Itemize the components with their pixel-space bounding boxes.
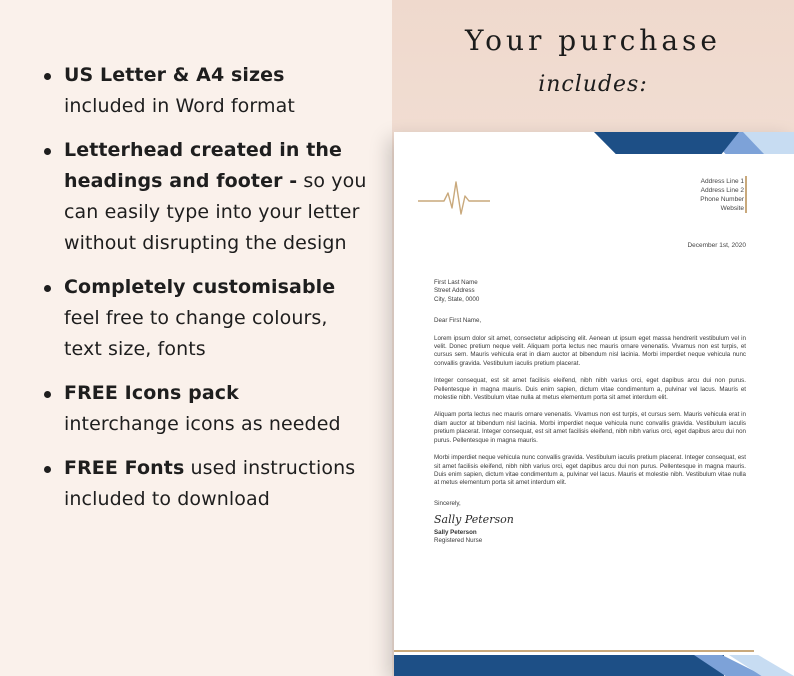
feature-icons-title: FREE Icons pack [64, 382, 239, 404]
address-line-1: Address Line 1 [700, 178, 744, 185]
signer-title: Registered Nurse [434, 536, 483, 544]
feature-icons [40, 378, 380, 440]
feature-letterhead-title-1: Letterhead created in the [64, 139, 343, 161]
feature-letterhead [40, 135, 380, 259]
feature-customisable-desc-1: feel free to change colours, [64, 307, 328, 329]
feature-sizes [40, 60, 380, 122]
recipient-city: City, State, 0000 [434, 295, 480, 303]
feature-fonts-desc: included to download [64, 488, 270, 510]
feature-letterhead-desc-2: without disrupting the design [64, 232, 347, 254]
feature-letterhead-title-2: headings and footer - [64, 170, 298, 192]
feature-icons-desc: interchange icons as needed [64, 413, 341, 435]
feature-fonts [40, 453, 380, 515]
feature-fonts-tail: used instructions [184, 457, 356, 479]
feature-list [40, 60, 380, 528]
address-line-2: Address Line 2 [700, 187, 744, 194]
website: Website [720, 205, 744, 212]
feature-customisable-desc-2: text size, fonts [64, 338, 206, 360]
signer-name: Sally Peterson [434, 528, 477, 536]
signoff: Sincerely, [434, 499, 461, 507]
paragraph-3: Aliquam porta lectus nec mauris ornare venenatis. Vivamus non est turpis, et cursus sem. Mauris vehicula erat in diam auctor at bibendum nisl lacinia. Morbi imperdiet neque vehicula nunc convallis gravida. Vestibulum iaculis pretium placerat. Integer consequat, est sit amet facilisis eleifend, nibh nibh varius orci, eget dapibus arcu dui non purus. Pellentesque in magna mauris. [434, 411, 746, 444]
recipient-name: First Last Name [434, 279, 478, 286]
recipient-street: Street Address [434, 287, 475, 295]
purchase-title: Your purchase [465, 24, 721, 57]
signature: Sally Peterson [434, 513, 514, 527]
address-divider [745, 176, 747, 213]
top-stripe-dark [594, 132, 739, 154]
phone-number: Phone Number [700, 196, 744, 203]
feature-fonts-title: FREE Fonts [64, 457, 185, 479]
paragraph-4: Morbi imperdiet neque vehicula nunc convallis gravida. Vestibulum iaculis pretium placerat. Integer consequat, est sit amet facilisis eleifend, nibh nibh varius orci, eget dapibus arcu dui non purus. Pellentesque in magna mauris. Duis enim sapien, dictum vitae condimentum a, pulvinar vel lacus. Mauris et molestie nibh. Vestibulum vitae nulla at metus elementum porta sit amet interdum elit. [434, 454, 746, 487]
paragraph-2: Integer consequat, est sit amet facilisis eleifend, nibh nibh varius orci, eget dapibus arcu dui non purus. Pellentesque in magna mauris. Duis enim sapien, dictum vitae condimentum a, pulvinar vel lacus. Mauris et molestie nibh. Vestibulum vitae nulla at metus elementum porta sit amet interdum elit. [434, 377, 746, 402]
recipient-block [434, 279, 746, 304]
letter-date: December 1st, 2020 [687, 242, 746, 249]
letterhead-preview [394, 132, 794, 676]
feature-customisable [40, 272, 380, 365]
feature-letterhead-desc-1: can easily type into your letter [64, 201, 360, 223]
address-block [700, 177, 744, 213]
greeting: Dear First Name, [434, 317, 482, 325]
letter-body [434, 279, 746, 545]
feature-sizes-desc: included in Word format [64, 95, 295, 117]
footer-stripe-dark [394, 655, 724, 676]
footer-gold-line [394, 650, 754, 652]
feature-sizes-title: US Letter & A4 sizes [64, 64, 285, 86]
includes-subtitle: includes: [538, 72, 648, 97]
feature-customisable-title: Completely customisable [64, 276, 336, 298]
heartbeat-icon [418, 178, 490, 216]
feature-letterhead-tail: so you [303, 170, 367, 192]
paragraph-1: Lorem ipsum dolor sit amet, consectetur adipiscing elit. Aenean ut ipsum eget massa hendrerit vestibulum vel in velit. Donec pretium neque velit. Aliquam porta lectus nec mauris ornare venenatis. Vivamus non est turpis, et cursus sem. Mauris vehicula erat in diam auctor at bibendum nisl lacinia. Morbi imperdiet neque vehicula nunc convallis gravida. Vestibulum iaculis pretium placerat. [434, 334, 746, 367]
